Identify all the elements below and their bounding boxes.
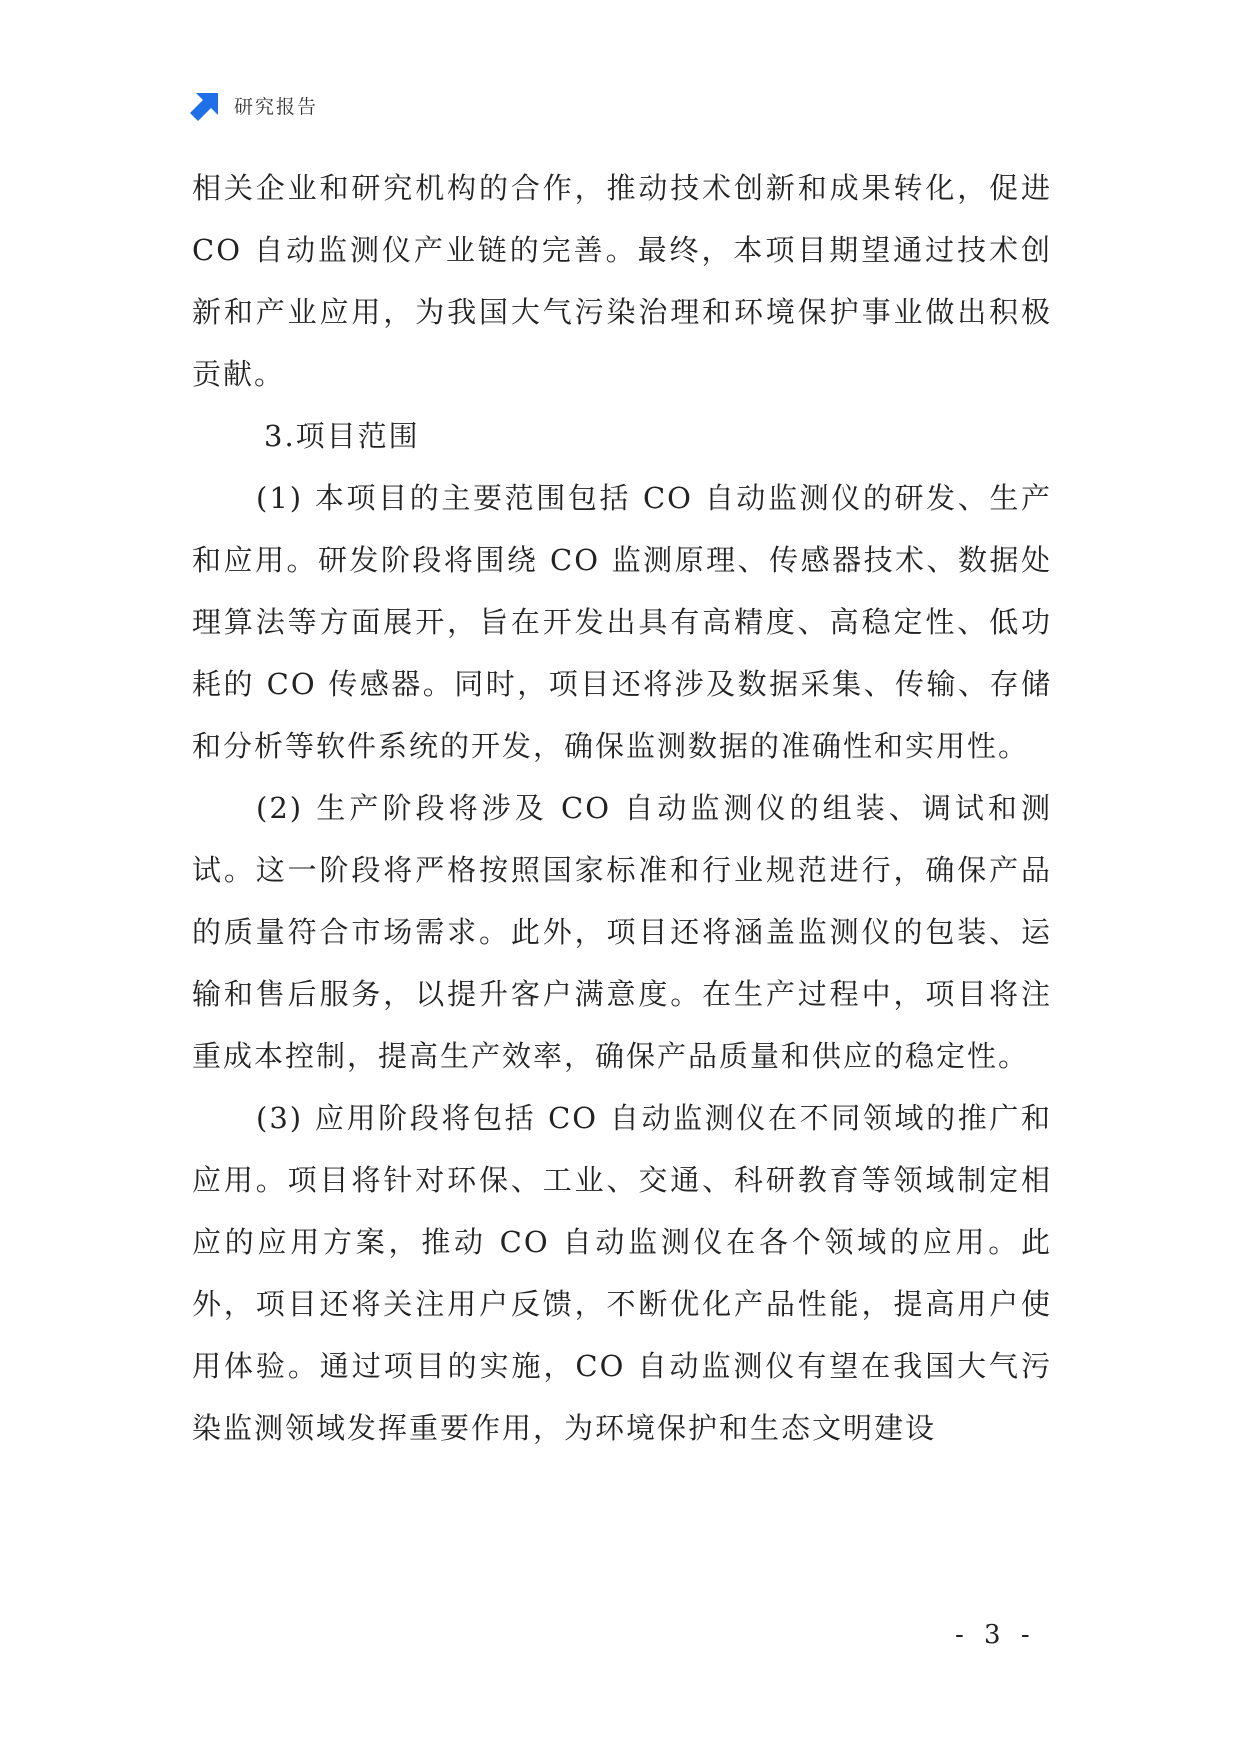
section-heading: 3.项目范围 <box>264 419 420 453</box>
paragraph-intro: 相关企业和研究机构的合作，推动技术创新和成果转化，促进 CO 自动监测仪产业链的完善。最终，本项目期望通过技术创新和产业应用，为我国大气污染治理和环境保护事业做出积极贡献。 <box>192 171 1052 391</box>
section-item-2: (2) 生产阶段将涉及 CO 自动监测仪的组装、调试和测试。这一阶段将严格按照国家标准和行业规范进行，确保产品的质量符合市场需求。此外，项目还将涵盖监测仪的包装、运输和售后服务，以提升客户满意度。在生产过程中，项目将注重成本控制，提高生产效率，确保产品质量和供应的稳定性。 <box>192 791 1052 1073</box>
section-item-1: (1) 本项目的主要范围包括 CO 自动监测仪的研发、生产和应用。研发阶段将围绕 CO 监测原理、传感器技术、数据处理算法等方面展开，旨在开发出具有高精度、高稳定性、低功耗的 CO 传感器。同时，项目还将涉及数据采集、传输、存储和分析等软件系统的开发，确保监测数据的准确性和实用性。 <box>192 481 1052 763</box>
header-title: 研究报告 <box>234 95 319 118</box>
page-number: - 3 - <box>955 1620 1036 1650</box>
section-item-3: (3) 应用阶段将包括 CO 自动监测仪在不同领域的推广和应用。项目将针对环保、工业、交通、科研教育等领域制定相应的应用方案，推动 CO 自动监测仪在各个领域的应用。此外，项目还将关注用户反馈，不断优化产品性能，提高用户使用体验。通过项目的实施，CO 自动监测仪有望在我国大气污染监测领域发挥重要作用，为环境保护和生态文明建设 <box>192 1101 1052 1445</box>
document-body <box>192 157 1052 1459</box>
arrow-up-right-icon <box>190 89 222 121</box>
page-header <box>190 88 318 122</box>
